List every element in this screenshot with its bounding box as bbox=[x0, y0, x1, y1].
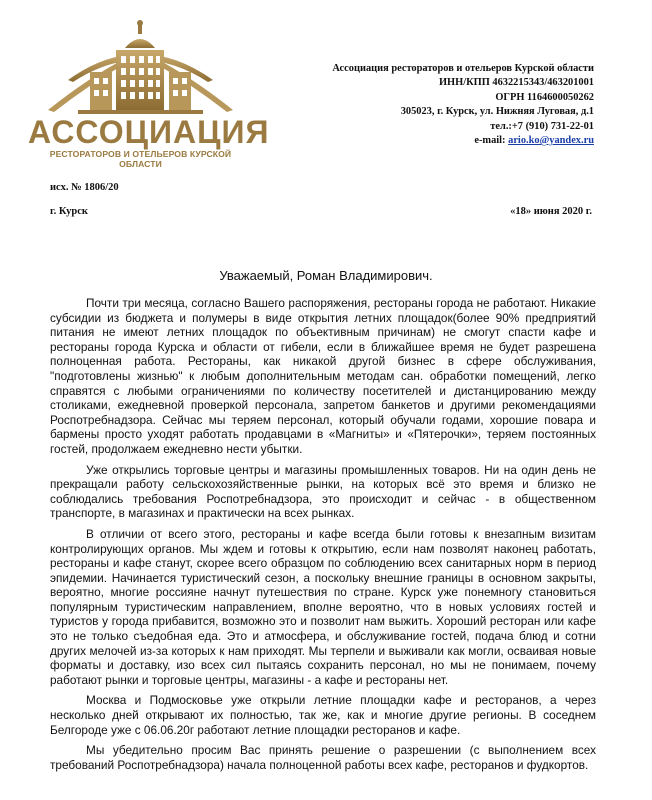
paragraph: Мы убедительно просим Вас принять решение о разрешении (с выполнением всех требований Роспотребнадзора) начала полноценной работы всех кафе, ресторанов и фудкортов. bbox=[50, 743, 596, 772]
logo-wordmark: АССОЦИАЦИЯ bbox=[28, 114, 270, 150]
letter-city: г. Курск bbox=[50, 206, 88, 217]
logo-subtitle: РЕСТОРАТОРОВ И ОТЕЛЬЕРОВ КУРСКОЙ ОБЛАСТИ bbox=[49, 149, 232, 169]
email-label: e-mail: bbox=[474, 135, 506, 147]
organization-header bbox=[332, 62, 594, 148]
paragraph: Москва и Подмосковье уже открыли летние площадки кафе и ресторанов, а через несколько дней открывают их полностью, так же, как и многие другие регионы. В соседнем Белгороде уже с 06.06.20г работают летние площадки ресторанов и кафе. bbox=[50, 693, 596, 737]
org-phone: тел.:+7 (910) 731-22-01 bbox=[490, 120, 594, 132]
paragraph: Уже открылись торговые центры и магазины промышленных товаров. Ни на один день не прекращали работу сельскохозяйственные рынки, на которых всё это время и близко не соблюдались требования Роспотребнадзора, это происходит и сейчас - в общественном транспорте, в магазинах и практически на всех рынках. bbox=[50, 462, 596, 521]
letter-body bbox=[50, 296, 596, 778]
org-inn: ИНН/КПП 4632215343/463201001 bbox=[438, 77, 594, 89]
building-emblem-icon bbox=[28, 18, 253, 118]
email-link[interactable]: ario.ko@yandex.ru bbox=[508, 135, 594, 147]
letter-date: «18» июня 2020 г. bbox=[510, 206, 592, 217]
org-name: Ассоциация рестораторов и отельеров Курской области bbox=[332, 63, 594, 74]
org-ogrn: ОГРН 1164600050262 bbox=[495, 91, 594, 103]
outgoing-number: исх. № 1806/20 bbox=[50, 182, 119, 193]
paragraph: В отличии от всего этого, рестораны и кафе всегда были готовы к внезапным визитам контролирующих органов. Мы ждем и готовы к открытию, если нам позволят наконец работать, рестораны и кафе станут, скорее всего образцом по соблюдению всех санитарных норм в период эпидемии. Начинается туристический сезон, а поскольку внешние границы в основном закрыты, вероятно, многие россияне начнут путешествия по стране. Курск уже понемногу становиться популярным туристическим направлением, вполне вероятно, что в новых условиях гостей и туристов у города прибавится, возможно это и позволит нам выжить. Хороший ресторан или кафе это не только съедобная еда. Это и атмосфера, и обслуживание гостей, подача блюд и сотни других мелочей из-за которых к нам приходят. Мы терпели и выживали как могли, осваивая новые форматы и доставку, изо всех сил пытаясь сохранить персонал, но мы не понимаем, почему работают рынки и торговые центры, магазины - а кафе и рестораны нет. bbox=[50, 526, 596, 687]
association-logo bbox=[28, 18, 270, 169]
greeting: Уважаемый, Роман Владимирович. bbox=[219, 268, 433, 283]
org-address: 305023, г. Курск, ул. Нижняя Луговая, д.1 bbox=[400, 106, 594, 118]
paragraph: Почти три месяца, согласно Вашего распоряжения, рестораны города не работают. Никакие субсидии из бюджета и полумеры в виде открытия летних площадок(более 90% предприятий питания не имеют летних площадок по объективным причинам) не смогут спасти кафе и рестораны города Курска и области от гибели, если в ближайшее время не будет разрешена полноценная работа. Рестораны, как никакой другой бизнес в сфере обслуживания, "подготовлены жизнью" к любым дополнительным методам сан. обработки помещений, легко справятся с любыми ограничениями по количеству посетителей и дистанцированию между столиками, ежедневной проверкой персонала, запретом банкетов и другими рекомендациями Роспотребнадзора. Сейчас мы теряем персонал, который обучали годами, хорошие повара и бармены просто уходят работать продавцами в «Магниты» и «Пятерочки», теряем постоянных гостей, продолжаем ежедневно нести убытки. bbox=[50, 296, 596, 456]
org-email-line bbox=[332, 134, 594, 148]
